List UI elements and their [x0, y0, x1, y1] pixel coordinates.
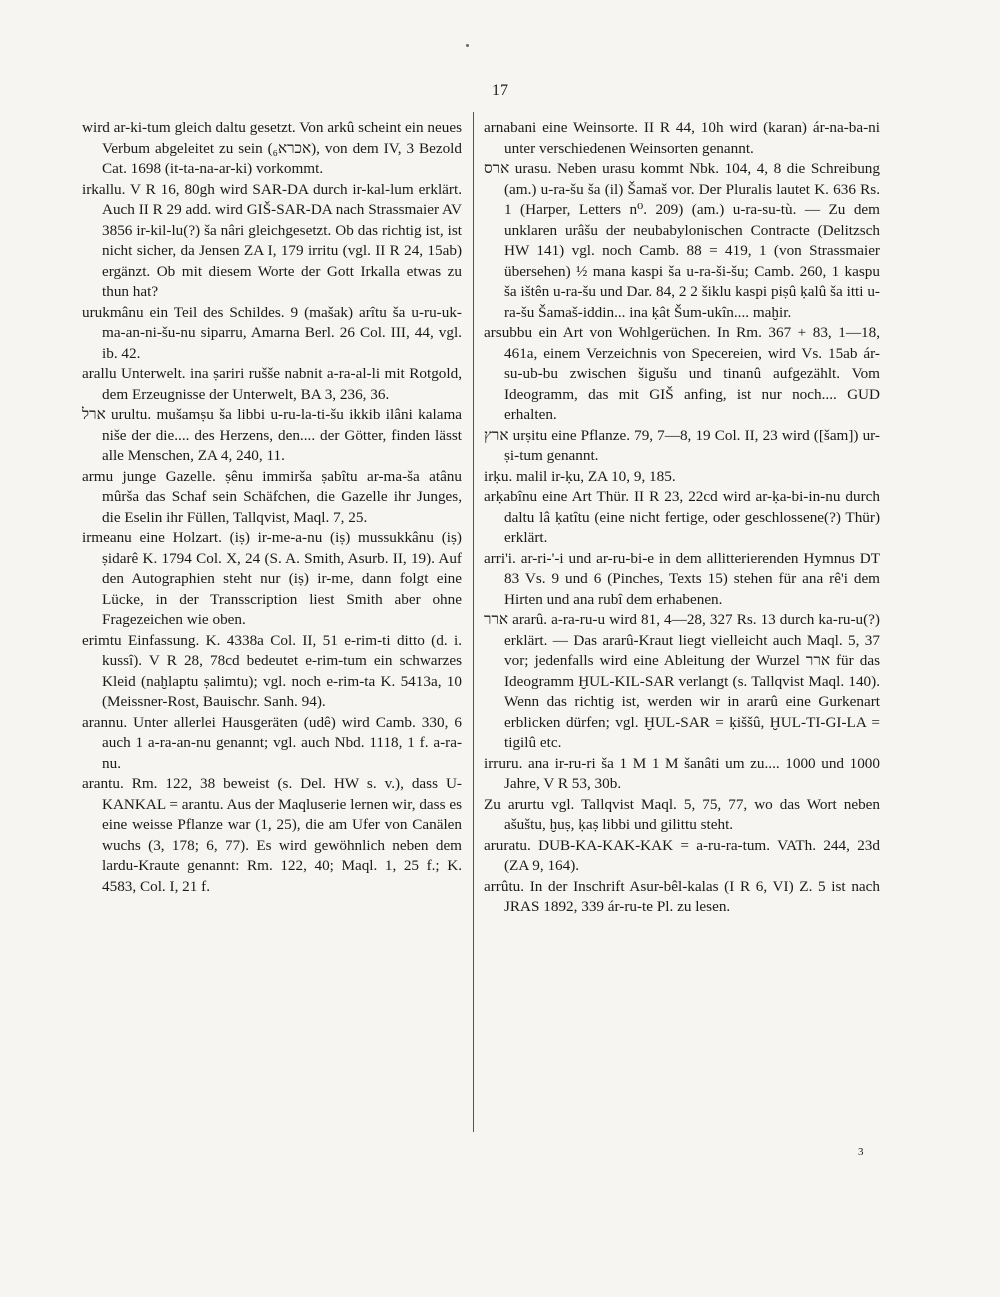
signature-mark: 3 — [858, 1146, 864, 1158]
entry-urasu: ארס urasu. Neben urasu kommt Nbk. 104, 4, 8 die Schreibung (am.) u-ra-šu ša (il) Šamaš vor. Der Pluralis lautet K. 636 Rs. 1 (Harper, Letters n⁰. 209) (am.) u-ra-su-tù. — Zu dem unklaren urâšu der neubabylonischen Contracte (Delitzsch HW 141) vgl. noch Camb. 88 = 419, 1 (von Strassmaier übersehen) ½ mana kaspi ša u-ra-ši-šu; Camb. 260, 1 kaspu ša ištên u-ra-šu und Dar. 84, 2 2 šiklu kaspi piṣû ḳalû ša itti u-ra-šu Šamaš-iddin... ina ḳât Šum-ukîn.... maḫir. — [484, 160, 880, 321]
entry-arallu: arallu Unterwelt. ina ṣariri rušše nabnit a-ra-al-li mit Rotgold, dem Erzeugnisse der Unterwelt, BA 3, 236, 36. — [82, 365, 462, 403]
page-number: 17 — [492, 82, 508, 99]
entry-urukmanu: urukmânu ein Teil des Schildes. 9 (mašak) arîtu ša u-ru-uk-ma-an-ni-šu-nu siparru, Amarna Berl. 26 Col. III, 44, vgl. ib. 42. — [82, 303, 462, 362]
entry-irruru: irruru. ana ir-ru-ri ša 1 M 1 M šanâti um zu.... 1000 und 1000 Jahre, V R 53, 30b. — [484, 754, 880, 792]
entry-aruratu: aruratu. DUB-KA-KAK-KAK = a-ru-ra-tum. VATh. 244, 23d (ZA 9, 164). — [484, 836, 880, 874]
entry-urultu: ארל urultu. mušamṣu ša libbi u-ru-la-ti-šu ikkib ilâni kalama niše der die.... des Herzens, den.... der Götter, finden lässt alle Menschen, ZA 4, 240, 11. — [82, 406, 462, 464]
page-speck — [466, 44, 469, 47]
entry-irmeanu: irmeanu eine Holzart. (iṣ) ir-me-a-nu (iṣ) mussukkânu (iṣ) ṣidarê K. 1794 Col. X, 24 (S. A. Smith, Asurb. II, 19). Auf den Autographien steht nur (iṣ) ir-me, dann folgt eine Lücke, in der Transscription liest Smith aber ohne Fragezeichen wie oben. — [82, 529, 462, 628]
right-column — [484, 118, 880, 918]
entry-arrii: arri'i. ar-ri-'-i und ar-ru-bi-e in dem allitterierenden Hymnus DT 83 Vs. 9 und 6 (Pinches, Texts 15) stehen für ana rê'i dem Hirten und ana rubî dem erhabenen. — [484, 549, 880, 608]
entry-arantu: arantu. Rm. 122, 38 beweist (s. Del. HW s. v.), dass U-KANKAL = arantu. Aus der Maqluserie lernen wir, dass es eine weisse Pflanze war (1, 25), die am Ufer von Canälen wuchs (3, 178; 6, 77). Es wird gewöhnlich neben dem lardu-Kraute genannt: Rm. 122, 40; Maql. 1, 25 f.; K. 4583, Col. I, 21 f. — [82, 775, 462, 895]
entry-arsubbu: arsubbu ein Art von Wohlgerüchen. In Rm. 367 + 83, 1—18, 461a, einem Verzeichnis von Specereien, wird Vs. 15ab ár-su-ub-bu zwischen šigušu und tinanû aufgezählt. Vom Ideogramm, das mit GIŠ anfing, ist nur noch.... GUD erhalten. — [484, 324, 880, 423]
entry-arurtu: Zu arurtu vgl. Tallqvist Maql. 5, 75, 77, wo das Wort neben ašuštu, ḫuṣ, ḳaṣ libbi und gilittu steht. — [484, 795, 880, 833]
entry-irkallu: irkallu. V R 16, 80gh wird SAR-DA durch ir-kal-lum erklärt. Auch II R 29 add. wird GIŠ-SAR-DA nach Strassmaier AV 3856 ir-kil-lu(?) ša nâri gleichgesetzt. Ob das richtig ist, ist nicht sicher, da Jensen ZA I, 179 irritu (vgl. II R 24, 15ab) ergänzt. Ob mit diesem Worte der Gott Irkalla etwas zu thun hat? — [82, 180, 462, 300]
entry-arkitum: wird ar-ki-tum gleich daltu gesetzt. Von arkû scheint ein neues Verbum abgeleitet zu sein (אכרא₆), von dem IV, 3 Bezold Cat. 1698 (it-ta-na-ar-ki) vorkommt. — [82, 119, 462, 177]
entry-arnabani: arnabani eine Weinsorte. II R 44, 10h wird (karan) ár-na-ba-ni unter verschiedenen Weinsorten genannt. — [484, 119, 880, 157]
entry-irku: irḳu. malil ir-ḳu, ZA 10, 9, 185. — [484, 467, 676, 485]
column-divider — [473, 112, 474, 1132]
entry-erimtu: erimtu Einfassung. K. 4338a Col. II, 51 e-rim-ti ditto (d. i. kussî). V R 28, 78cd bedeutet e-rim-tum ein schwarzes Kleid (naḫlaptu ṣalimtu); vgl. noch e-rim-ta K. 5413a, 10 (Meissner-Rost, Bauischr. Sanh. 94). — [82, 631, 462, 710]
entry-ursitu: ארץ urṣitu eine Pflanze. 79, 7—8, 19 Col. II, 23 wird ([šam]) ur-ṣi-tum genannt. — [484, 426, 880, 464]
entry-armu: armu junge Gazelle. ṣênu immirša ṣabîtu ar-ma-ša atânu mûrša das Schaf sein Schäfchen, die Gazelle ihr Junges, die Eselin ihr Füllen, Tallqvist, Maql. 7, 25. — [82, 467, 462, 526]
entry-arrutu: arrûtu. In der Inschrift Asur-bêl-kalas (I R 6, VI) Z. 5 ist nach JRAS 1892, 339 ár-ru-te Pl. zu lesen. — [484, 877, 880, 915]
entry-arkabinu: arḳabînu eine Art Thür. II R 23, 22cd wird ar-ḳa-bi-in-nu durch daltu lâ ḳatîtu (eine nicht fertige, oder geschlossene(?) Thür) erklärt. — [484, 488, 880, 546]
entry-arannu: arannu. Unter allerlei Hausgeräten (udê) wird Camb. 330, 6 auch 1 a-ra-an-nu genannt; vgl. auch Nbd. 1118, 1 f. a-ra-nu. — [82, 713, 462, 772]
left-column — [82, 118, 462, 897]
entry-araru: ארר ararû. a-ra-ru-u wird 81, 4—28, 327 Rs. 13 durch ka-ru-u(?) erklärt. — Das ararû-Kraut liegt vielleicht auch Maql. 5, 37 vor; jedenfalls wird eine Ableitung der Wurzel ארר für das Ideogramm ḪUL-KIL-SAR verlangt (s. Tallqvist Maql. 140). Wenn das richtig ist, werden wir in ararû eine Gurkenart erblicken dürfen; vgl. ḪUL-SAR = ḳiššû, ḪUL-TI-GI-LA = tigilû etc. — [484, 611, 880, 751]
